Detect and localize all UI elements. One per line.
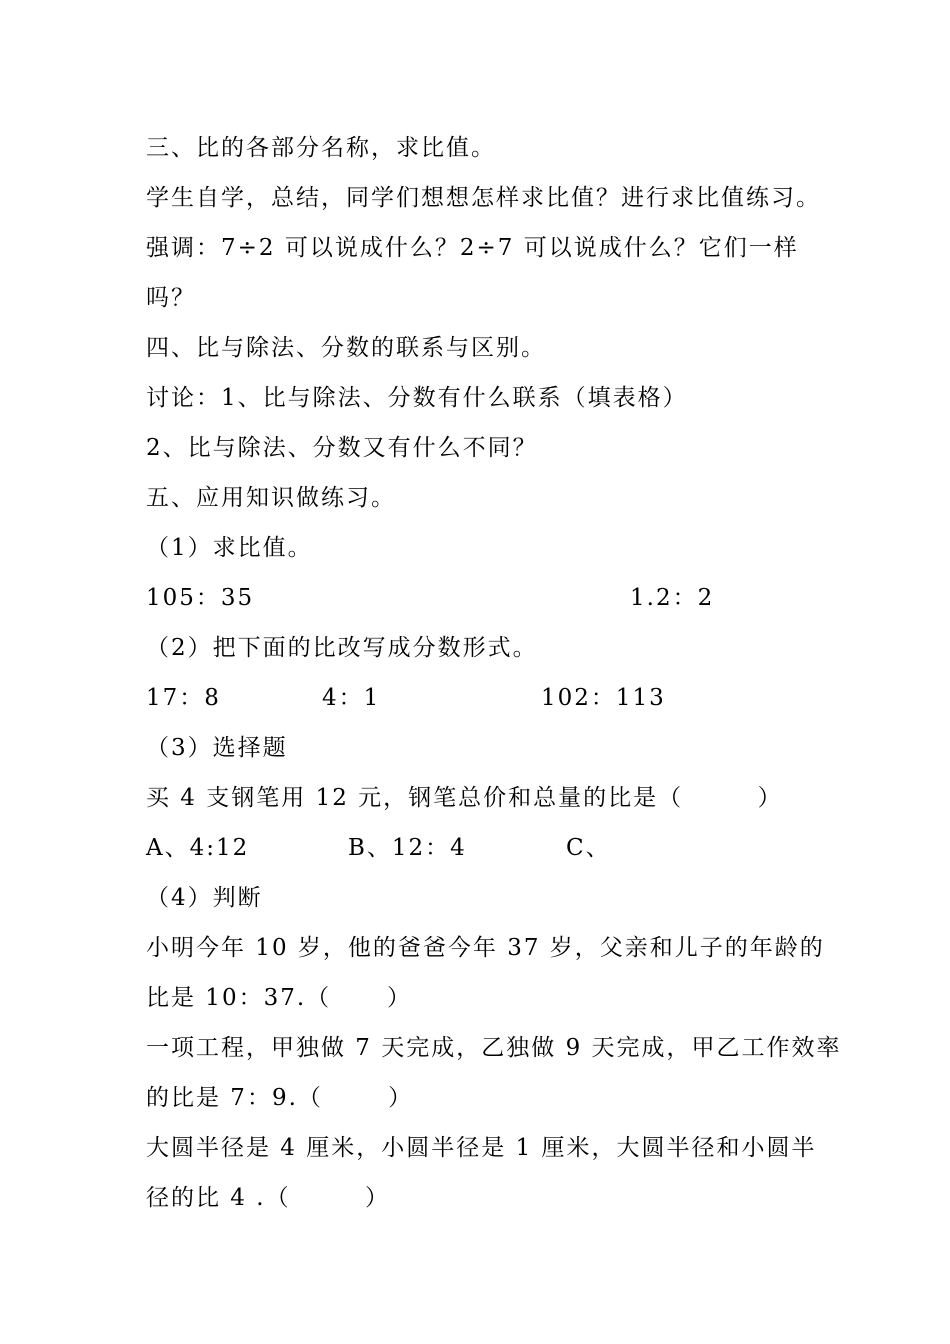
choice-option: A、4:12 [146, 835, 250, 861]
judgement-statement-line: 径的比 4 .（ ） [146, 1185, 391, 1211]
question3-title: （3）选择题 [146, 735, 288, 761]
judgement-statement-line: 小明今年 10 岁，他的爸爸今年 37 岁，父亲和儿子的年龄的 [146, 935, 825, 961]
ratio-item: 17：8 [146, 685, 221, 711]
ratio-item: 102：113 [541, 685, 666, 711]
section5-heading: 五、应用知识做练习。 [146, 485, 396, 511]
question3-text: 买 4 支钢笔用 12 元，钢笔总价和总量的比是（ ） [146, 785, 783, 811]
section3-text-line: 强调：7÷2 可以说成什么？2÷7 可以说成什么？它们一样 [146, 235, 799, 261]
ratio-item: 1.2：2 [630, 585, 715, 611]
section4-text-line: 讨论：1、比与除法、分数有什么联系（填表格） [146, 385, 688, 411]
section4-text-line: 2、比与除法、分数又有什么不同？ [146, 435, 538, 461]
ratio-item: 4：1 [322, 685, 381, 711]
judgement-statement-line: 比是 10：37.（ ） [146, 985, 413, 1011]
choice-option: B、12：4 [348, 835, 467, 861]
section4-heading: 四、比与除法、分数的联系与区别。 [146, 335, 546, 361]
section3-text-line: 学生自学，总结，同学们想想怎样求比值？进行求比值练习。 [146, 185, 821, 211]
ratio-item: 105：35 [146, 585, 255, 611]
judgement-statement-line: 一项工程，甲独做 7 天完成，乙独做 9 天完成，甲乙工作效率 [146, 1035, 842, 1061]
question4-title: （4）判断 [146, 885, 263, 911]
question1-title: （1）求比值。 [146, 535, 313, 561]
choice-option: C、 [566, 835, 611, 861]
section3-text-line: 吗？ [146, 285, 196, 311]
judgement-statement-line: 的比是 7：9.（ ） [146, 1085, 414, 1111]
section3-heading: 三、比的各部分名称，求比值。 [146, 135, 496, 161]
judgement-statement-line: 大圆半径是 4 厘米，小圆半径是 1 厘米，大圆半径和小圆半 [146, 1135, 817, 1161]
question2-title: （2）把下面的比改写成分数形式。 [146, 635, 538, 661]
